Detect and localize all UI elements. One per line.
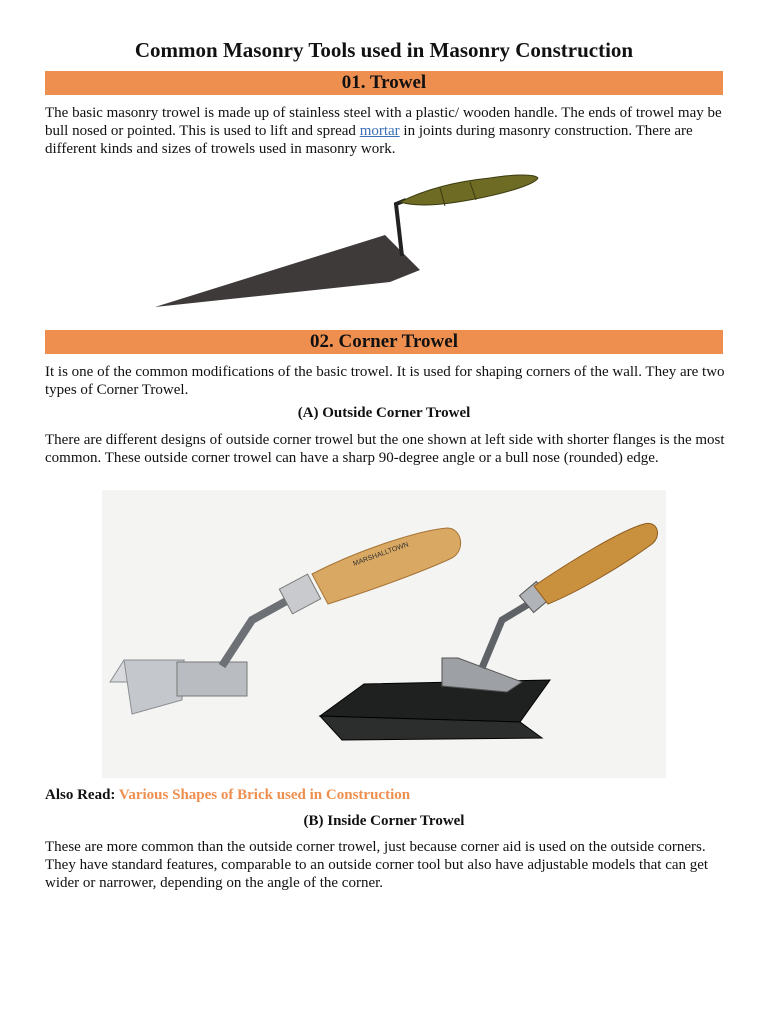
trowel-handle bbox=[400, 175, 538, 205]
subheading-inside-corner: (B) Inside Corner Trowel bbox=[303, 813, 465, 829]
outside-corner-description: There are different designs of outside corner trowel but the one shown at left side with shorter flanges is the most common. These outside corner trowel can have a sharp 90-degree angle or a bull nose (rounded) edge. bbox=[45, 432, 725, 466]
trowel-text-end: in joints during masonry construction. There are different kinds and sizes of trowels used in masonry work. bbox=[45, 123, 693, 157]
trowel-blade bbox=[155, 235, 420, 307]
page-title: Common Masonry Tools used in Masonry Construction bbox=[134, 38, 634, 62]
trowel-illustration bbox=[150, 170, 550, 310]
section-heading-corner-trowel: 02. Corner Trowel bbox=[45, 330, 723, 354]
mortar-link[interactable]: mortar bbox=[359, 123, 400, 139]
also-read bbox=[45, 787, 410, 804]
trowel-text-start: The basic masonry trowel is made up of stainless steel with a plastic/ wooden handle. The ends of trowel may be bull nosed or pointed. This is used to lift and spread bbox=[45, 105, 722, 139]
also-read-label: Also Read: bbox=[45, 787, 116, 803]
corner-trowel-photo bbox=[102, 490, 666, 778]
subheading-outside-corner: (A) Outside Corner Trowel bbox=[297, 405, 471, 421]
also-read-link[interactable]: Various Shapes of Brick used in Construction bbox=[118, 787, 411, 803]
handle-brand: MARSHALLTOWN bbox=[352, 541, 410, 568]
section-heading-trowel: 01. Trowel bbox=[45, 71, 723, 95]
trowel-description bbox=[45, 104, 725, 158]
inside-corner-description: These are more common than the outside corner trowel, just because corner aid is used on the outside corners. They have standard features, comparable to an outside corner tool but also have adjustable models that can get wider or narrower, depending on the angle of the corner. bbox=[45, 839, 709, 891]
corner-trowel-intro: It is one of the common modifications of the basic trowel. It is used for shaping corners of the wall. They are two types of Corner Trowel. bbox=[45, 364, 725, 398]
